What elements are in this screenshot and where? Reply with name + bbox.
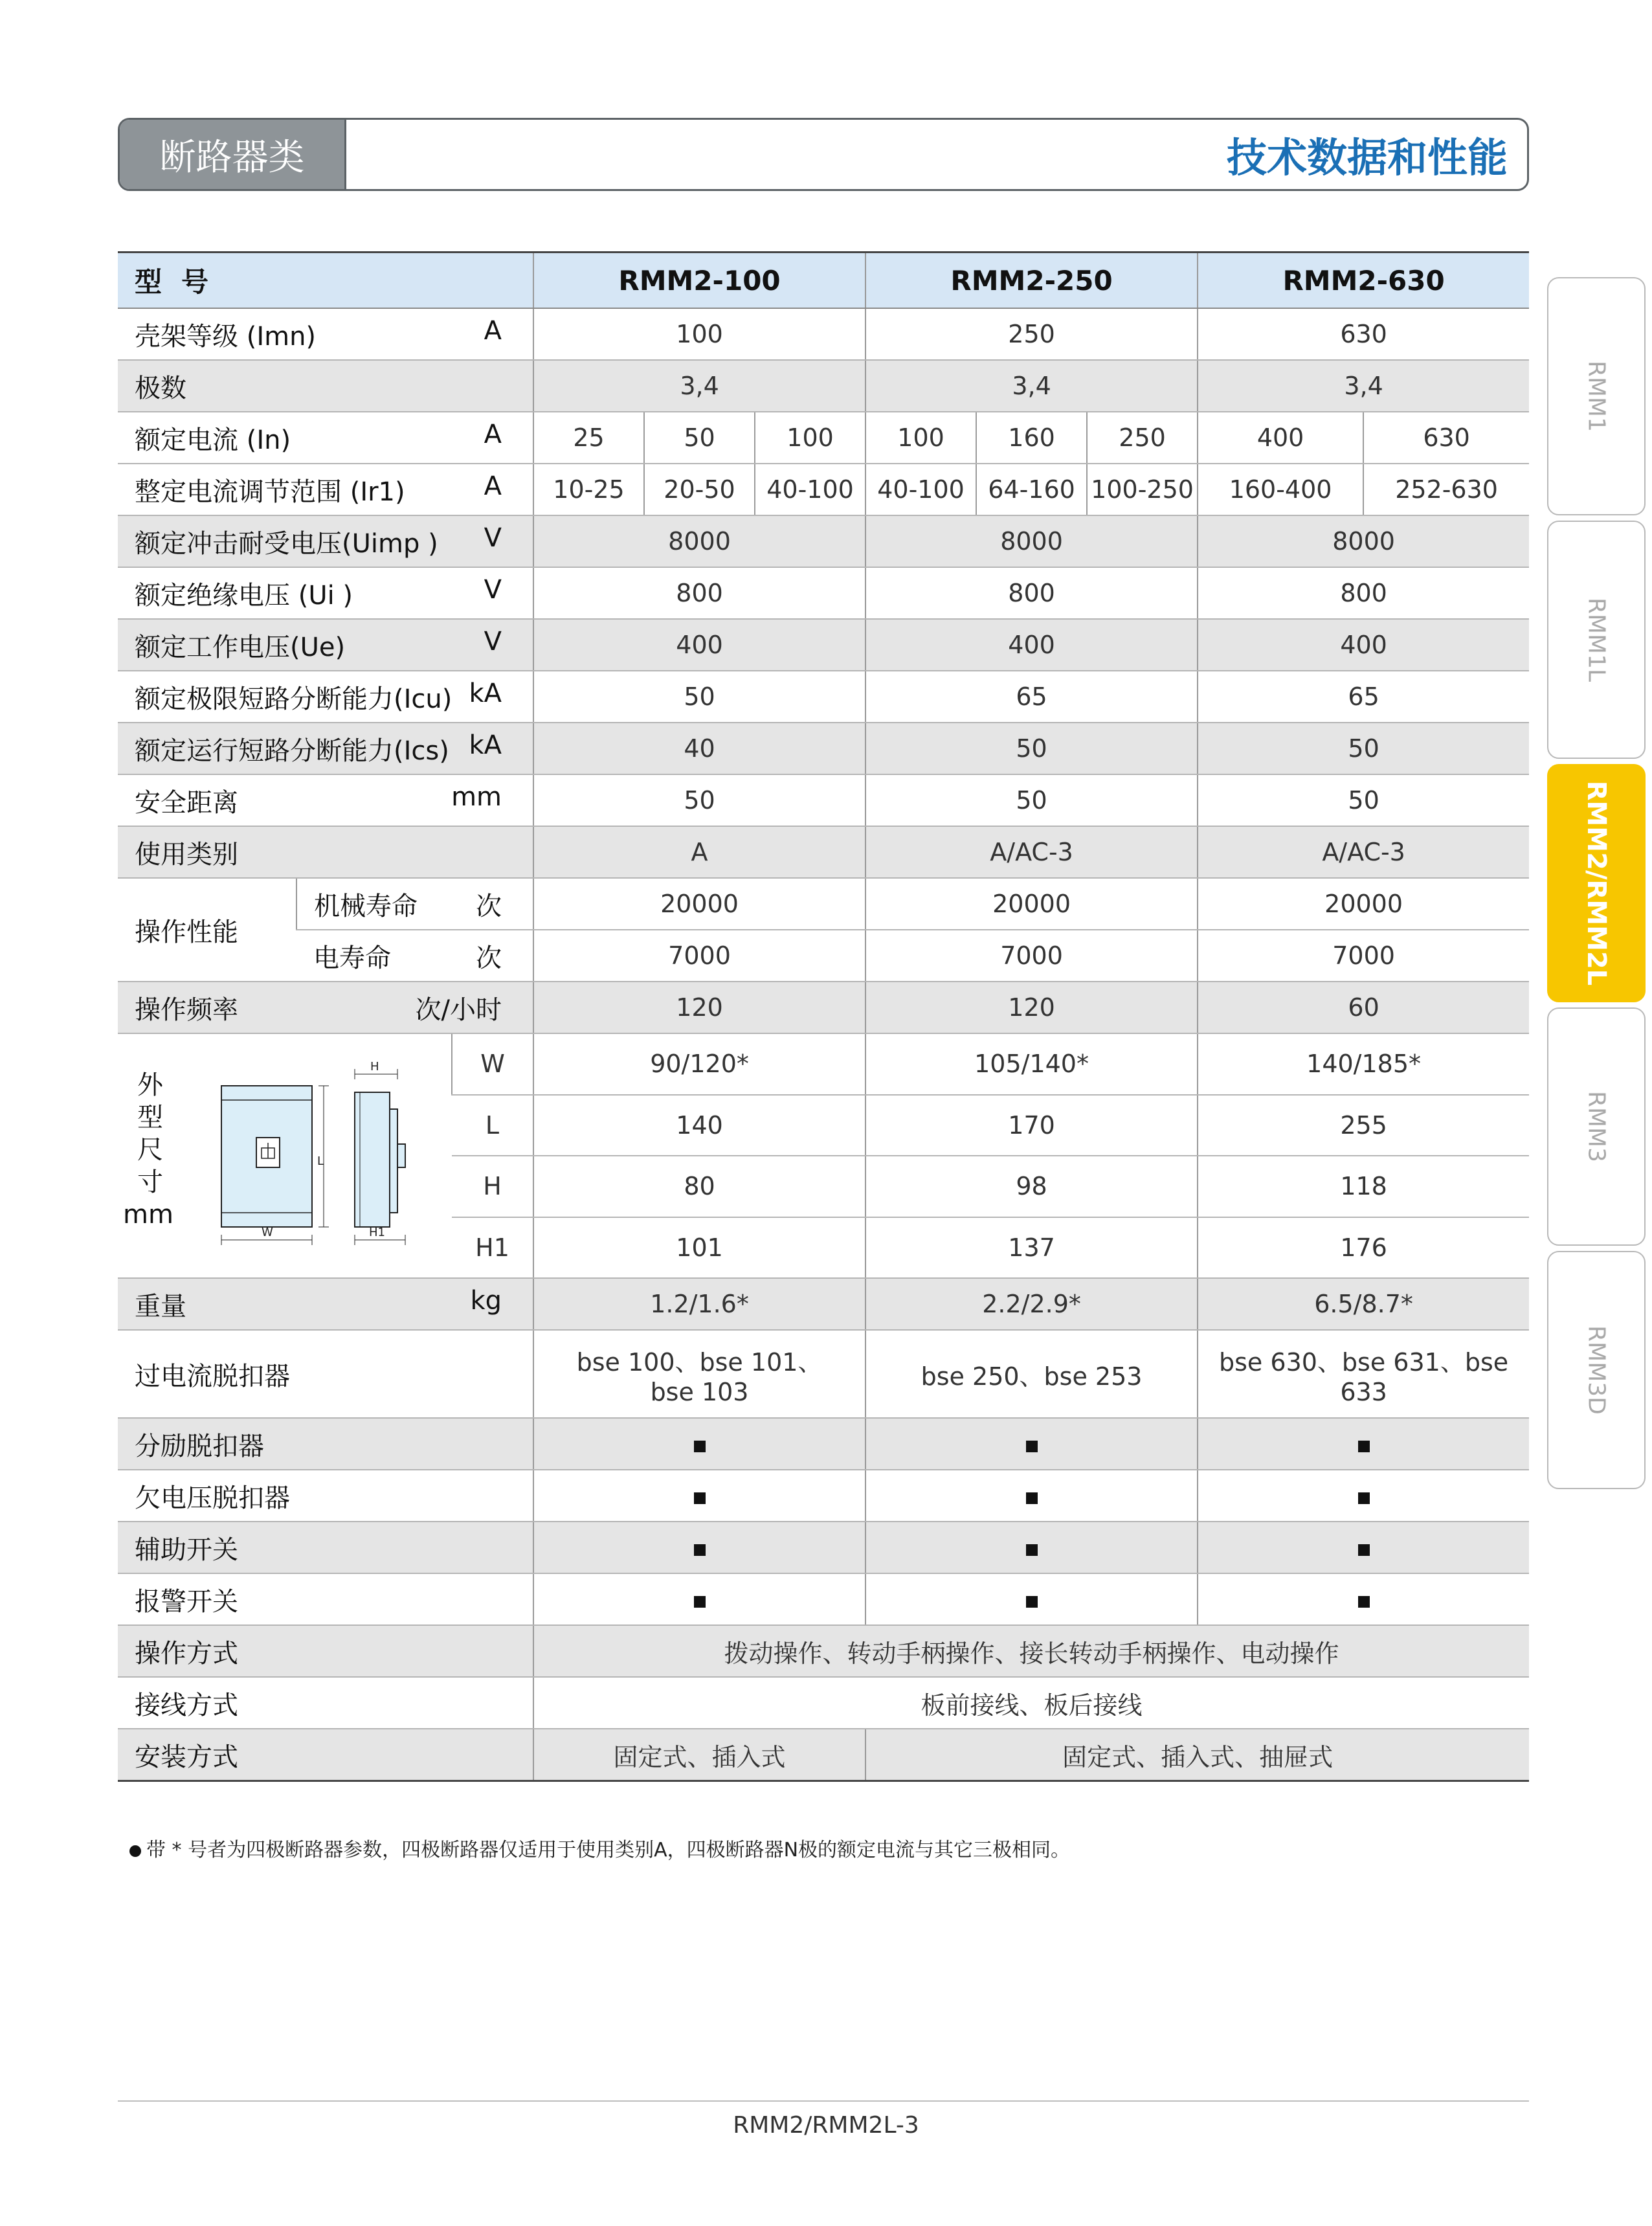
table-cell: 100: [755, 412, 865, 464]
table-cell: 105/140*: [865, 1033, 1198, 1095]
bullet-icon: [129, 1845, 141, 1857]
table-cell: 50: [865, 723, 1198, 774]
row-label: 分励脱扣器: [135, 1431, 264, 1461]
row-label: 操作频率: [135, 995, 238, 1025]
model-rmm2-250: RMM2-250: [865, 253, 1198, 309]
row-unit: 次/小时: [415, 995, 502, 1025]
table-cell: 80: [533, 1156, 865, 1217]
table-cell: 8000: [1198, 515, 1529, 567]
table-cell: [1198, 1470, 1529, 1522]
footer-divider: [118, 2100, 1529, 2102]
row-label: 电寿命: [313, 943, 391, 973]
row-unit: V: [484, 574, 502, 605]
row-label: 额定绝缘电压 (Ui ): [135, 580, 353, 611]
row-label: 额定冲击耐受电压(Uimp ): [135, 528, 438, 559]
dimension-label: 外 型 尺 寸 mm: [123, 1070, 173, 1230]
table-cell: 40-100: [865, 464, 976, 515]
table-cell: 1.2/1.6*: [533, 1278, 865, 1330]
filled-square-icon: [1358, 1441, 1370, 1452]
row-unit: kg: [470, 1285, 502, 1316]
model-rmm2-630: RMM2-630: [1198, 253, 1529, 309]
table-cell: bse 630、bse 631、bse 633: [1198, 1330, 1529, 1418]
table-cell: 252-630: [1363, 464, 1529, 515]
table-cell: 400: [1198, 619, 1529, 671]
table-row: [118, 1625, 1529, 1677]
table-cell: 10-25: [533, 464, 644, 515]
row-label: 欠电压脱扣器: [135, 1483, 290, 1513]
row-label: 使用类别: [135, 839, 238, 870]
side-tab-rmm3d[interactable]: RMM3D: [1547, 1251, 1646, 1489]
filled-square-icon: [694, 1441, 706, 1452]
row-unit: A: [484, 315, 502, 346]
row-label: 安装方式: [135, 1742, 238, 1772]
row-unit: mm: [451, 781, 502, 812]
table-cell: 3,4: [865, 360, 1198, 412]
table-cell: 400: [1198, 412, 1363, 464]
table-cell: 60: [1198, 982, 1529, 1033]
cell-line: bse 103: [650, 1377, 749, 1406]
row-unit: kA: [469, 678, 502, 708]
dim-label-w: W: [262, 1226, 273, 1239]
row-label: 操作方式: [135, 1638, 238, 1669]
table-cell: A/AC-3: [1198, 826, 1529, 878]
row-unit: A: [484, 471, 502, 501]
table-row: [118, 515, 1529, 567]
footnote-text: 带 * 号者为四极断路器参数，四极断路器仅适用于使用类别A，四极断路器N极的额定电流与其它三极相同。: [146, 1839, 1071, 1861]
table-cell: 630: [1198, 308, 1529, 360]
row-unit: V: [484, 626, 502, 657]
table-row: [118, 619, 1529, 671]
table-cell: [1198, 1573, 1529, 1625]
table-row: [118, 723, 1529, 774]
table-cell: [533, 1418, 865, 1470]
table-cell: 50: [1198, 723, 1529, 774]
dim-label-h: H: [370, 1060, 379, 1074]
table-cell: 25: [533, 412, 644, 464]
page-header: [118, 118, 1529, 191]
header-category: 断路器类: [120, 120, 346, 189]
row-label: 辅助开关: [135, 1535, 238, 1565]
dim-key: H: [452, 1156, 533, 1217]
table-cell: 160: [976, 412, 1087, 464]
table-cell: 2.2/2.9*: [865, 1278, 1198, 1330]
table-cell: 20000: [533, 878, 865, 930]
table-cell: 固定式、插入式、抽屉式: [865, 1729, 1529, 1781]
table-cell: [865, 1573, 1198, 1625]
table-cell: [1198, 1418, 1529, 1470]
filled-square-icon: [1026, 1544, 1038, 1556]
row-unit: kA: [469, 730, 502, 760]
table-cell: 64-160: [976, 464, 1087, 515]
row-label: 接线方式: [135, 1690, 238, 1720]
filled-square-icon: [694, 1596, 706, 1608]
table-cell: 20000: [865, 878, 1198, 930]
table-cell: 20000: [1198, 878, 1529, 930]
model-rmm2-100: RMM2-100: [533, 253, 865, 309]
table-row: [118, 1418, 1529, 1470]
table-cell: 65: [865, 671, 1198, 723]
table-cell: 137: [865, 1217, 1198, 1279]
row-label: 额定运行短路分断能力(Ics): [135, 736, 449, 766]
table-row: [118, 930, 1529, 982]
row-label: 整定电流调节范围 (Ir1): [135, 477, 405, 507]
row-label: 重量: [135, 1291, 186, 1321]
table-cell: 100: [533, 308, 865, 360]
table-cell: 拨动操作、转动手柄操作、接长转动手柄操作、电动操作: [533, 1625, 1529, 1677]
breaker-dimension-diagram: [214, 1060, 447, 1254]
filled-square-icon: [1358, 1492, 1370, 1504]
table-cell: bse 250、bse 253: [865, 1330, 1198, 1418]
table-row: [118, 1729, 1529, 1781]
table-row: [118, 1033, 1529, 1095]
table-cell: A: [533, 826, 865, 878]
table-row: [118, 878, 1529, 930]
table-cell: [533, 1522, 865, 1573]
model-label: 型号: [118, 253, 533, 309]
table-cell: [533, 1470, 865, 1522]
table-cell: 90/120*: [533, 1033, 865, 1095]
table-row: [118, 464, 1529, 515]
table-row: [118, 826, 1529, 878]
table-row: [118, 308, 1529, 360]
row-label: 额定极限短路分断能力(Icu): [135, 684, 452, 714]
row-unit: A: [484, 419, 502, 449]
dim-key: W: [452, 1033, 533, 1095]
footnote: [129, 1834, 1070, 1862]
dim-label-h1: H1: [369, 1226, 385, 1239]
table-cell: [1198, 1522, 1529, 1573]
table-row: [118, 1573, 1529, 1625]
table-cell: 65: [1198, 671, 1529, 723]
table-cell: 7000: [865, 930, 1198, 982]
table-cell: 140: [533, 1095, 865, 1156]
table-cell: 98: [865, 1156, 1198, 1217]
table-cell: [865, 1418, 1198, 1470]
side-tab-rmm1l[interactable]: RMM1L: [1547, 521, 1646, 759]
row-label: 机械寿命: [314, 891, 418, 921]
table-cell: 板前接线、板后接线: [533, 1677, 1529, 1729]
table-cell: 50: [533, 774, 865, 826]
table-cell: 140/185*: [1198, 1033, 1529, 1095]
table-cell: 800: [533, 567, 865, 619]
table-cell: 3,4: [1198, 360, 1529, 412]
table-cell: 630: [1363, 412, 1529, 464]
table-cell: 176: [1198, 1217, 1529, 1279]
header-title: 技术数据和性能: [1226, 134, 1508, 181]
dim-key: H1: [452, 1217, 533, 1279]
table-cell: 100: [865, 412, 976, 464]
table-row: [118, 1330, 1529, 1418]
table-cell: 160-400: [1198, 464, 1363, 515]
table-cell: 250: [1087, 412, 1198, 464]
side-tab-rmm3[interactable]: RMM3: [1547, 1007, 1646, 1246]
table-row: [118, 774, 1529, 826]
table-row: [118, 982, 1529, 1033]
table-cell: 800: [1198, 567, 1529, 619]
row-label: 安全距离: [135, 787, 238, 818]
table-cell: 101: [533, 1217, 865, 1279]
table-cell: 50: [644, 412, 755, 464]
table-cell: 120: [865, 982, 1198, 1033]
table-cell: 40: [533, 723, 865, 774]
filled-square-icon: [694, 1492, 706, 1504]
row-label: 极数: [135, 373, 186, 403]
table-cell: 7000: [533, 930, 865, 982]
table-row: [118, 567, 1529, 619]
table-cell: 8000: [865, 515, 1198, 567]
table-cell: [533, 1330, 865, 1418]
table-cell: 固定式、插入式: [533, 1729, 865, 1781]
table-cell: 250: [865, 308, 1198, 360]
table-row: [118, 1470, 1529, 1522]
cell-line: bse 100、bse 101、: [576, 1347, 823, 1377]
dim-key: L: [452, 1095, 533, 1156]
table-cell: 3,4: [533, 360, 865, 412]
table-row: [118, 671, 1529, 723]
filled-square-icon: [1026, 1596, 1038, 1608]
table-cell: 8000: [533, 515, 865, 567]
table-cell: 50: [533, 671, 865, 723]
table-cell: 6.5/8.7*: [1198, 1278, 1529, 1330]
filled-square-icon: [694, 1544, 706, 1556]
table-cell: 400: [865, 619, 1198, 671]
table-cell: A/AC-3: [865, 826, 1198, 878]
table-cell: 120: [533, 982, 865, 1033]
table-cell: [865, 1470, 1198, 1522]
row-unit: 次: [476, 943, 502, 973]
filled-square-icon: [1026, 1441, 1038, 1452]
dim-label-l: L: [317, 1154, 324, 1168]
table-row: [118, 1522, 1529, 1573]
row-label: 过电流脱扣器: [135, 1361, 290, 1391]
table-cell: 100-250: [1087, 464, 1198, 515]
table-header-row: [118, 253, 1529, 309]
side-tab-rmm1[interactable]: RMM1: [1547, 277, 1646, 515]
row-label: 操作性能: [118, 878, 296, 982]
table-cell: 50: [865, 774, 1198, 826]
filled-square-icon: [1358, 1544, 1370, 1556]
row-label: 额定工作电压(Ue): [135, 632, 346, 662]
table-row: [118, 360, 1529, 412]
spec-table: [118, 251, 1529, 1782]
table-row: [118, 1677, 1529, 1729]
page-number: RMM2/RMM2L-3: [733, 2112, 919, 2139]
table-cell: 170: [865, 1095, 1198, 1156]
side-tab-rmm2-rmm2l[interactable]: RMM2/RMM2L: [1547, 764, 1646, 1002]
row-unit: 次: [476, 891, 502, 921]
dimension-diagram-cell: [118, 1033, 452, 1278]
row-label: 壳架等级 (Imn): [135, 321, 317, 352]
table-cell: 50: [1198, 774, 1529, 826]
table-cell: [533, 1573, 865, 1625]
table-cell: 800: [865, 567, 1198, 619]
table-cell: [865, 1522, 1198, 1573]
row-unit: V: [484, 523, 502, 553]
filled-square-icon: [1026, 1492, 1038, 1504]
filled-square-icon: [1358, 1596, 1370, 1608]
table-cell: 255: [1198, 1095, 1529, 1156]
row-label: 报警开关: [135, 1586, 238, 1617]
table-row: [118, 412, 1529, 464]
table-cell: 7000: [1198, 930, 1529, 982]
row-label: 额定电流 (In): [135, 425, 291, 455]
table-cell: 118: [1198, 1156, 1529, 1217]
table-cell: 400: [533, 619, 865, 671]
table-cell: 40-100: [755, 464, 865, 515]
table-row: [118, 1278, 1529, 1330]
table-cell: 20-50: [644, 464, 755, 515]
